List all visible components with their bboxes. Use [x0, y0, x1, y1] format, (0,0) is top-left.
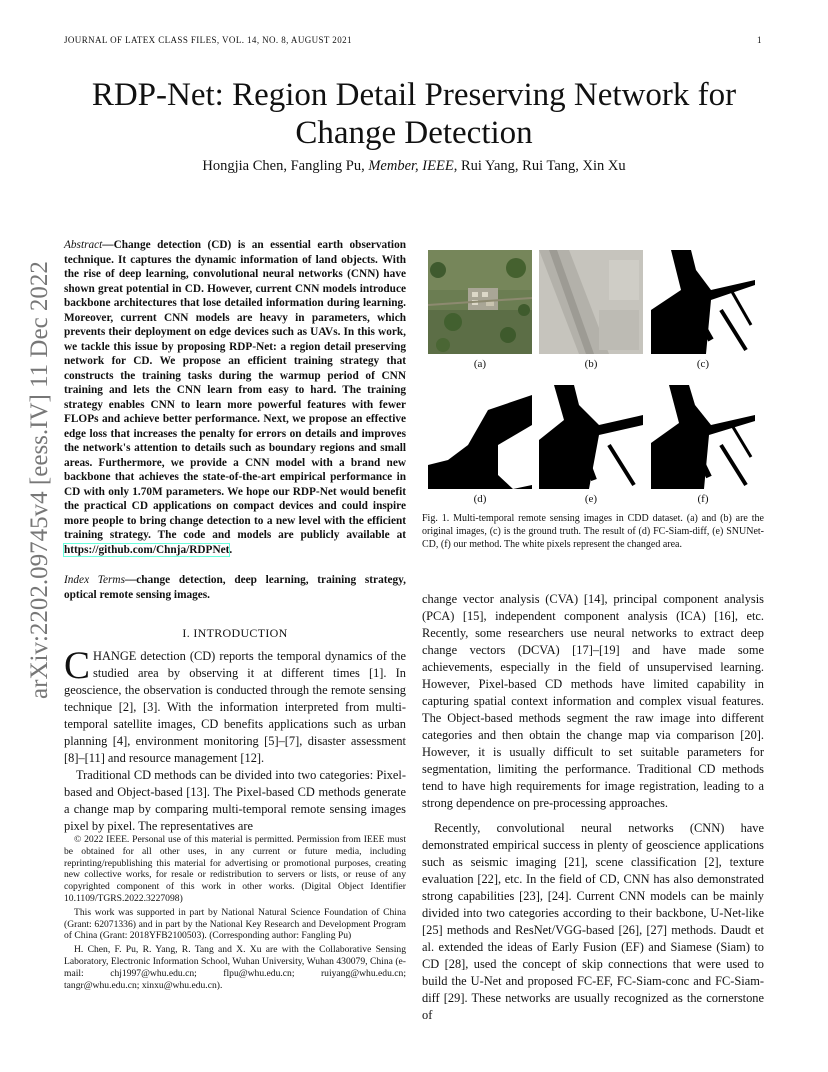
arxiv-stamp[interactable] [20, 261, 60, 699]
running-header: JOURNAL OF LATEX CLASS FILES, VOL. 14, NO. 8, AUGUST 2021 [64, 35, 352, 45]
index-terms-label: Index Terms [64, 574, 125, 586]
index-terms [64, 573, 406, 602]
affiliation-footnote: H. Chen, F. Pu, R. Yang, R. Tang and X. Xu are with the Collaborative Sensing Laboratory, Electronic Information School, Wuhan University, Wuhan 430079, China (e-mail: chj1997@whu.edu.cn; flpu@whu.edu.cn; ruiyang@whu.edu.cn; tangr@whu.edu.cn; xinxu@whu.edu.cn). [64, 944, 406, 991]
abstract-end: . [229, 543, 233, 556]
abstract-label: Abstract [64, 239, 103, 251]
authors-first: Hongjia Chen, Fangling Pu, [202, 158, 369, 174]
intro-paragraph-2: Traditional CD methods can be divided into two categories: Pixel-based and Object-based [13]. The Pixel-based CD methods generate a change map by comparing multi-temporal remote sensing images pixel by pixel. The representatives are [64, 768, 406, 833]
abstract-text: —Change detection (CD) is an essential earth observation technique. It captures the dynamic information of land objects. With the rise of deep learning, convolutional neural networks (CNN) have shown great potential in CD. However, current CNN models introduce backbone architectures that lose detailed information during learning. Moreover, current CNN models are heavy in parameters, which prevents their deployment on edge devices such as UAVs. In this work, we tackle this issue by proposing RDP-Net: a region detail preserving network for CD. We propose an efficient training strategy that constructs the training tasks during the warmup period of CNN training and lets the CNN learn from easy to hard. The training strategy enables CNN to learn more powerful features with fewer FLOPs and achieve better performance. Next, we propose an effective edge loss that increases the penalty for errors on details and improves the network's attention to details such as boundary regions and small areas. Furthermore, we provide a CNN model with a brand new backbone that achieves the state-of-the-art empirical performance in CD with only 1.70M parameters. We hope our RDP-Net would benefit the practical CD applications on compact devices and could inspire more people to bring change detection to a new level with the efficient training strategy. The code and models are publicly available at [64, 239, 406, 541]
figure-panel-e-result [539, 385, 643, 489]
figure-panel-b-image [539, 250, 643, 354]
figure-panel-c-ground-truth [651, 250, 755, 354]
right-paragraph-1: change vector analysis (CVA) [14], principal component analysis (PCA) [15], independent component analysis (ICA) [16], etc. Recently, some researchers use neural networks to extract deep change vectors (DCVA) [17]–[19] and have made some achievements, especially in the field of unsupervised learning. However, Pixel-based CD methods have limited capability in capturing spatial context information and complex visual features. The Object-based methods segment the raw image into different categories and then obtain the change map via comparison [20]. However, it is usually difficult to set suitable parameters for segmentation, limiting the performance. Traditional CD methods tend to have high requirements for image registration, leading to a strong dependence on pre-processing approaches. [422, 592, 764, 810]
figure-label-e: (e) [584, 493, 598, 505]
figure-panel-d-result [428, 385, 532, 489]
figure-label-d: (d) [473, 493, 487, 505]
figure-label-f: (f) [697, 493, 709, 505]
author-role: Member, IEEE [368, 158, 454, 174]
introduction-body [64, 644, 406, 835]
code-link[interactable]: https://github.com/Chnja/RDPNet [64, 543, 230, 556]
figure-label-a: (a) [473, 358, 487, 370]
arxiv-stamp-text: arXiv:2202.09745v4 [eess.IV] 11 Dec 2022 [26, 261, 53, 699]
drop-cap: C [64, 644, 91, 687]
figure-panel-a-image [428, 250, 532, 354]
footnotes [64, 834, 406, 993]
copyright-footnote: © 2022 IEEE. Personal use of this material is permitted. Permission from IEEE must be obtained for all other uses, in any current or future media, including reprinting/republishing this material for advertising or promotional purposes, creating new collective works, for resale or redistribution to servers or lists, or reuse of any copyrighted component of this work in other works. (Digital Object Identifier 10.1109/TGRS.2022.3227098) [64, 834, 406, 904]
intro-paragraph-1 [64, 644, 406, 767]
figure-caption: Fig. 1. Multi-temporal remote sensing images in CDD dataset. (a) and (b) are the original images, (c) is the ground truth. The result of (d) FC-Siam-diff, (e) SNUNet-CD, (f) our method. The white pixels represent the changed area. [422, 513, 764, 550]
abstract [64, 238, 406, 557]
right-column-body [422, 591, 764, 1024]
figure-label-b: (b) [584, 358, 598, 370]
right-paragraph-2: Recently, convolutional neural networks (CNN) have demonstrated empirical success in plenty of geoscience applications such as seismic imaging [21], scene classification [2], texture evaluation [22], etc. In the field of CD, CNN has also demonstrated strong capabilities [23], [24]. Current CNN models can be mainly divided into two categories according to their backbone, U-Net-like [25] methods and ResNet/VGG-based [26], [27] methods. Daudt et al. extended the ideas of Early Fusion (EF) and Siamese (Siam) to CD [28], used the concept of skip connections that were used to build the U-Net and proposed FC-EF, FC-Siam-conc and FC-Siam-diff [29]. These networks are usually recognized as the cornerstone of [422, 821, 764, 1022]
section-heading-introduction: I. INTRODUCTION [182, 626, 288, 640]
author-list [60, 158, 768, 175]
funding-footnote: This work was supported in part by National Natural Science Foundation of China (Grant: 62071336) and in part by the National Key Research and Development Program of China (Grant: 2018YFB2100503). (Corresponding author: Fangling Pu) [64, 906, 406, 942]
paper-title: RDP-Net: Region Detail Preserving Network for Change Detection [91, 77, 737, 151]
index-terms-text: —change detection, deep learning, training strategy, optical remote sensing images. [64, 574, 406, 601]
figure-label-c: (c) [696, 358, 710, 370]
page-number: 1 [757, 35, 762, 45]
authors-rest: , Rui Yang, Rui Tang, Xin Xu [453, 158, 626, 174]
figure-panel-f-result [651, 385, 755, 489]
intro-paragraph-1-text: HANGE detection (CD) reports the temporal dynamics of the studied area by observing it at different times [1]. In geoscience, the observation is conducted through the remote sensing technique [2], [3]. With the information interpreted from multi-temporal satellite images, CD benefits applications such as urban planning [4], environment monitoring [5]–[7], disaster assessment [8]–[11] and resource management [12]. [64, 649, 406, 765]
